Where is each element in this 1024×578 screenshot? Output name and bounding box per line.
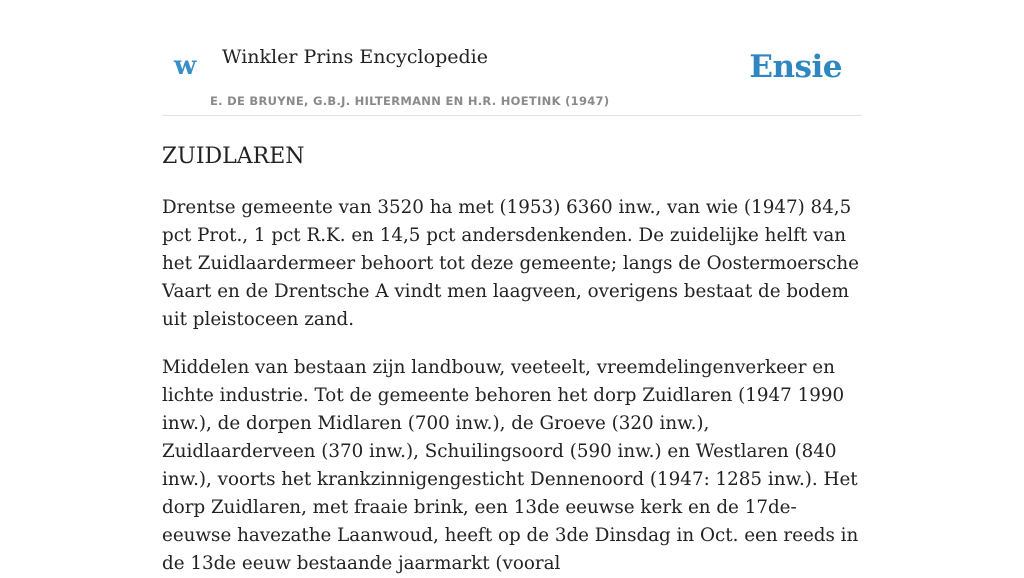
- publication-title[interactable]: Winkler Prins Encyclopedie: [222, 46, 488, 68]
- article-paragraph: Drentse gemeente van 3520 ha met (1953) 6360 inw., van wie (1947) 84,5 pct Prot., 1 pct R.K. en 14,5 pct andersdenkenden. De zuidelijke helft van het Zuidlaardermeer behoort tot deze gemeente; langs de Oostermoersche Vaart en de Drentsche A vindt men laagveen, overigens bestaat de bodem uit pleistoceen zand.: [162, 197, 859, 331]
- article-title: ZUIDLAREN: [162, 144, 305, 169]
- article-body: [162, 194, 862, 578]
- publication-logo-icon[interactable]: w: [174, 51, 197, 81]
- brand-logo[interactable]: Ensie: [749, 49, 842, 85]
- site-header: [162, 0, 862, 116]
- article-paragraph: Middelen van bestaan zijn landbouw, veeteelt, vreemdelingenverkeer en lichte industrie. Tot de gemeente behoren het dorp Zuidlaren (1947 1990 inw.), de dorpen Midlaren (700 inw.), de Groeve (320 inw.), Zuidlaarderveen (370 inw.), Schuilingsoord (590 inw.) en Westlaren (840 inw.), voorts het krankzinnigengesticht Dennenoord (1947: 1285 inw.). Het dorp Zuidlaren, met fraaie brink, een 13de eeuwse kerk en de 17de-eeuwse havezathe Laanwoud, heeft op de 3de Dinsdag in Oct. een reeds in de 13de eeuw bestaande jaarmarkt (vooral: [162, 357, 859, 575]
- publication-authors: E. DE BRUYNE, G.B.J. HILTERMANN EN H.R. HOETINK (1947): [210, 94, 610, 108]
- page: [162, 0, 862, 578]
